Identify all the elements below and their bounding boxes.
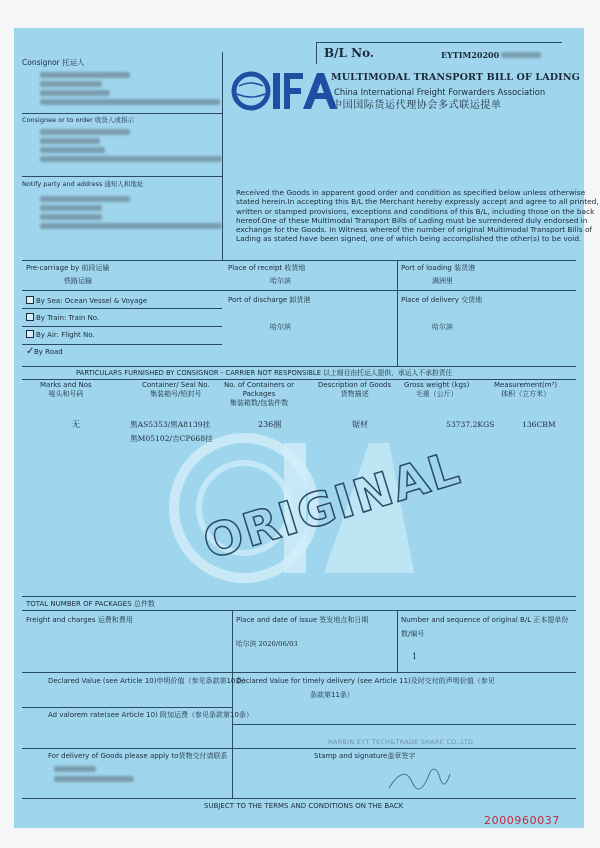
company-stamp: HARBIN EYT TECH&TRADE SHARE CO.,LTD [328,738,474,746]
consignee-label: Consignee or to order 收货人或指示 [22,116,134,124]
col-measure-header: Measurement(m³) 体积（立方米） [494,381,558,398]
bl-number: EYTIM20200 [441,50,500,60]
checkbox-icon [26,313,34,321]
col-desc-header: Description of Goods 货物描述 [318,381,392,398]
cifa-logo [229,66,339,116]
mode-train-checkbox[interactable]: By Train: Train No. [26,313,99,323]
freight-label: Freight and charges 运费和费用 [26,616,133,624]
mode-sea-checkbox[interactable]: By Sea: Ocean Vessel & Voyage [26,296,147,306]
delivery-apply-label: For delivery of Goods please apply to货物交付请联系 [48,752,228,760]
count-value: 236捆 [258,420,282,429]
issue-label: Place and date of issue 签发地点和日期 [236,616,369,624]
total-packages-label: TOTAL NUMBER OF PACKAGES 总件数 [26,600,155,608]
declared-timely-label-2: 条款第11条） [310,691,354,699]
discharge-label: Port of discharge 卸货港 [228,296,311,304]
signature-image [384,756,454,796]
col-count-header: No. of Containers or Packages 集装箱数/包装件数 [224,381,295,407]
declared-timely-label: Declared Value for timely delivery (see Article 11)及时交付的声明价值（参见 [236,677,495,685]
particulars-heading: PARTICULARS FURNISHED BY CONSIGNOR - CARRIER NOT RESPONSIBLE 以上细目由托运人提供，承运人不承担责任 [76,369,453,377]
checkmark-icon: ✓ [26,346,35,357]
mode-air-checkbox[interactable]: By Air: Flight No. [26,330,95,340]
container-value-1: 黑AS5353/黑A8139挂 [130,420,211,429]
original-stamp: ORIGINAL [196,440,468,570]
receipt-value: 哈尔滨 [270,277,291,285]
mode-road-checkbox[interactable]: ✓By Road [26,346,63,357]
col-container-header: Container/ Seal No. 集装箱号/铅封号 [142,381,210,398]
globe-icon [229,66,339,116]
bl-label: B/L No. [324,46,375,60]
originals-value: 1 [412,652,418,661]
ad-valorem-label: Ad valorem rate(see Article 10) 附加运费（参见条款第10条） [48,711,253,719]
subject-to-terms: SUBJECT TO THE TERMS AND CONDITIONS ON THE BACK [204,802,404,810]
receipt-label: Place of receipt 收货地 [228,264,306,272]
loading-value: 满洲里 [432,277,453,285]
consignor-label: Consignor 托运人 [22,58,85,67]
originals-label: Number and sequence of original B/L 正本提单份 [401,616,569,624]
notify-party-label: Notify party and address 通知人和地址 [22,180,144,188]
discharge-value: 哈尔滨 [270,323,291,331]
terms-text: Received the Goods in apparent good order and condition as specified below unless otherwise stated herein.In accepting this B/L the Merchant hereby expressly accept and agree to all printed, written or stamped provisions, exceptions and conditions of this B/L, including those on the back hereof.One of these Multimodal Transport Bills of Lading must be surrendered duly endorsed in exchange for the Goods. In Witness whereof the number of original Multimodal Transport Bills of Lading as stated have been signed, one of which being accomplished the other(s) to be void. [236,188,599,244]
delivery-value: 哈尔滨 [432,323,453,331]
delivery-label: Place of delivery 交货地 [401,296,483,304]
originals-label-2: 数/编号 [401,630,425,638]
precarriage-label: Pre-carriage by 前段运输 [26,264,110,272]
precarriage-value: 铁路运输 [64,277,92,285]
document-title: MULTIMODAL TRANSPORT BILL OF LADING [331,72,580,83]
association-name: China International Freight Forwarders Association [334,87,546,97]
issue-value: 哈尔滨 2020/06/03 [236,640,298,648]
checkbox-icon [26,330,34,338]
weight-value: 53737.2KGS [446,420,495,429]
checkbox-icon [26,296,34,304]
measure-value: 136CBM [522,420,556,429]
serial-number: 2000960037 [484,814,560,827]
declared-value-label: Declared Value (see Article 10)申明价值（参见条款第10条） [48,677,250,685]
col-marks-header: Marks and Nos 唛头和号码 [40,381,92,398]
desc-value: 锯材 [352,420,368,429]
container-value-2: 黑M05102/吉CP668挂 [130,434,213,443]
marks-value: 无 [72,420,80,429]
stamp-signature-label: Stamp and signature盖章签字 [314,752,416,760]
loading-label: Port of loading 装货港 [401,264,476,272]
bill-of-lading-document [14,28,599,828]
col-weight-header: Gross weight (kgs) 毛重（公斤） [404,381,470,398]
document-title-cn: 中国国际货运代理协会多式联运提单 [332,100,502,111]
